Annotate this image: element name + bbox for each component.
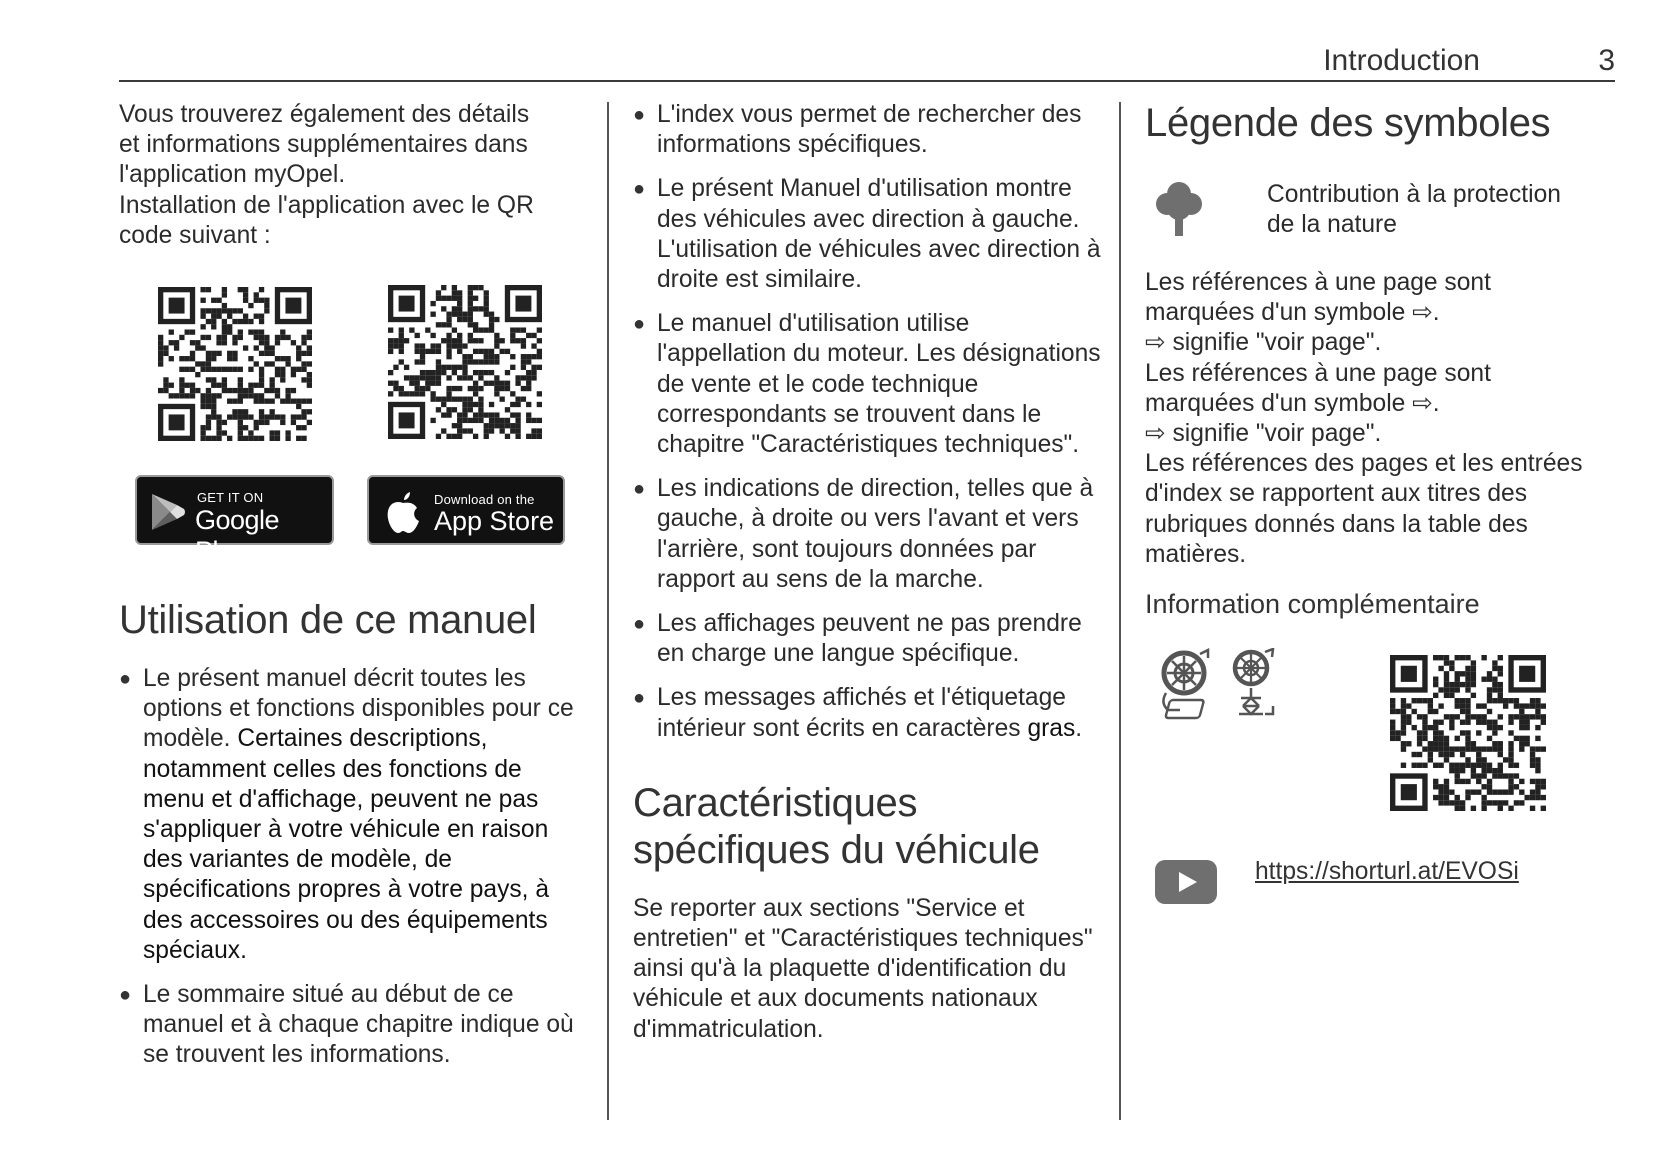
qr-code-google-play <box>158 287 312 441</box>
app-store-badge[interactable] <box>367 475 565 545</box>
page-header <box>119 40 1615 82</box>
heading-legende: Légende des symboles <box>1145 101 1551 145</box>
bullet-list <box>119 664 574 1071</box>
section-title: Introduction <box>1323 44 1480 77</box>
list-item: ● L'index vous permet de rechercher des informations spécifiques. <box>633 100 1103 160</box>
column-divider <box>607 102 609 1120</box>
subheading-information: Information complémentaire <box>1145 589 1480 620</box>
list-item: ● Les messages affichés et l'étiquetage intérieur sont écrits en caractères gras. <box>633 683 1103 743</box>
video-play-icon[interactable] <box>1155 860 1217 904</box>
intro-paragraph: Vous trouverez également des détails et informations supplémentaires dans l'application myOpel. Installation de l'application avec le QR code suivant : <box>119 101 534 249</box>
column-1-lower <box>119 597 574 1085</box>
bullet-list <box>633 100 1103 744</box>
caracteristiques-paragraph: Se reporter aux sections "Service et entretien" et "Caractéristiques techniques" ainsi qu'à la plaquette d'identification du véhicule et aux documents nationaux d'immatriculation. <box>633 894 1093 1043</box>
list-item: ● Les affichages peuvent ne pas prendre en charge une langue spécifique. <box>633 609 1103 669</box>
list-item: ● Le sommaire situé au début de ce manuel et à chaque chapitre indique où se trouvent les informations. <box>119 980 574 1071</box>
list-item: ● Le présent manuel décrit toutes les options et fonctions disponibles pour ce modèle. Certaines descriptions, notamment celles des fonctions de menu et d'affichage, peuvent ne pas s'appliquer à votre véhicule en raison des variantes de modèle, de spécifications propres à votre pays, à des accessoires ou des équipements spéciaux. <box>119 664 574 966</box>
legend-nature-text: Contribution à la protection de la nature <box>1267 181 1561 239</box>
apple-badge-title: App Store <box>434 506 555 536</box>
qr-code-app-store <box>388 285 542 439</box>
jack-wheel-icon <box>1229 648 1304 728</box>
column-divider <box>1119 102 1121 1120</box>
page-number: 3 <box>1598 44 1615 77</box>
google-badge-title: Google Play <box>195 505 280 566</box>
list-item: ● Les indications de direction, telles que à gauche, à droite ou vers l'avant et vers l'arrière, sont toujours données par rapport au sens de la marche. <box>633 474 1103 595</box>
google-play-icon <box>150 492 186 532</box>
references-block: Les références à une page sont marquées d'un symbole ⇨. ⇨ signifie "voir page". Les références à une page sont marquées d'un symbole ⇨. ⇨ signifie "voir page". Les références des pages et les entrées d'index se rapportent aux titres des rubriques donnés dans la table des matières. Information complémentaire <box>1145 268 1615 620</box>
heading-caracteristiques: Caractéristiques spécifiques du véhicule <box>633 780 1040 872</box>
heading-utilisation: Utilisation de ce manuel <box>119 598 537 642</box>
google-badge-small-text: GET IT ON <box>197 490 264 505</box>
qr-code-information <box>1390 655 1546 811</box>
tree-icon <box>1155 180 1203 236</box>
column-1 <box>119 100 574 251</box>
apple-icon <box>383 488 423 536</box>
apple-badge-small-text: Download on the <box>434 492 535 507</box>
column-3 <box>1145 100 1615 147</box>
shorturl-link[interactable]: https://shorturl.at/EVOSi <box>1255 858 1519 885</box>
column-2 <box>633 100 1103 1045</box>
list-item: ● Le présent Manuel d'utilisation montre des véhicules avec direction à gauche. L'utilisation de véhicules avec direction à droite est similaire. <box>633 174 1103 295</box>
tire-repair-kit-icon <box>1156 648 1231 728</box>
google-play-badge[interactable] <box>135 475 334 566</box>
list-item: ● Le manuel d'utilisation utilise l'appellation du moteur. Les désignations de vente et le code technique correspondants se trouvent dans le chapitre "Caractéristiques techniques". <box>633 309 1103 460</box>
